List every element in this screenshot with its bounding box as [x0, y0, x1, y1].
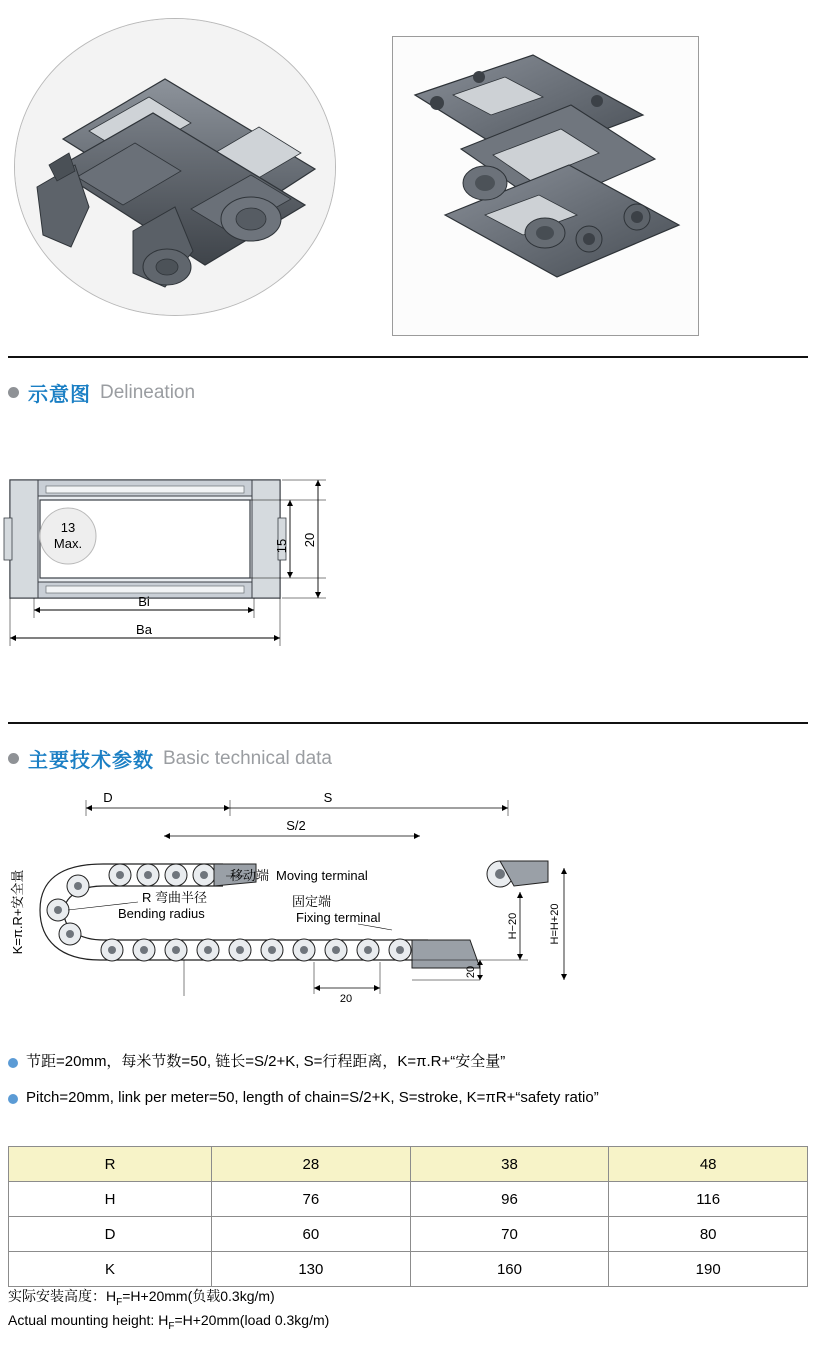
bending-radius-en: Bending radius	[118, 906, 205, 921]
table-row	[9, 1252, 808, 1287]
table-cell-value: 38	[410, 1147, 609, 1182]
photo-closeup-circle	[14, 18, 336, 316]
table-cell-value: 190	[609, 1252, 808, 1287]
table-cell-value: 160	[410, 1252, 609, 1287]
table-cell-value: 70	[410, 1217, 609, 1252]
table-cell-label: H	[9, 1182, 212, 1217]
k-formula-label: K=π.R+安全量	[10, 869, 25, 955]
table-row	[9, 1217, 808, 1252]
table-cell-label: K	[9, 1252, 212, 1287]
footnote-en-post: =H+20mm(load 0.3kg/m)	[174, 1312, 330, 1328]
table-cell-value: 96	[410, 1182, 609, 1217]
section-title-en: Delineation	[100, 381, 196, 403]
table-cell-label: R	[9, 1147, 212, 1182]
table-row	[9, 1182, 808, 1217]
note-text-en: Pitch=20mm, link per meter=50, length of chain=S/2+K, S=stroke, K=πR+“safety ratio”	[26, 1089, 599, 1106]
section-heading-delineation	[8, 378, 195, 407]
table-cell-value: 48	[609, 1147, 808, 1182]
chain-closeup-illustration	[15, 19, 335, 315]
fixing-terminal-en: Fixing terminal	[296, 910, 381, 925]
dim-outer-width: Ba	[136, 622, 152, 637]
bullet-icon	[8, 1058, 18, 1068]
note-text-cn: 节距=20mm，每米节数=50, 链长=S/2+K, S=行程距离，K=π.R+“安全量”	[26, 1053, 506, 1070]
moving-terminal-cn: 移动端	[230, 868, 270, 883]
dim-20-bottom: 20	[339, 993, 353, 1005]
section-heading-basic-data	[8, 744, 332, 773]
bending-radius-cn: R 弯曲半径	[142, 890, 208, 905]
ball-label-bottom: Max.	[53, 536, 83, 551]
dim-inner-width: Bi	[138, 594, 150, 609]
delineation-drawing	[0, 470, 400, 690]
dim-outer-height: 20	[302, 532, 317, 548]
dim-s-half: S/2	[286, 818, 306, 833]
dim-hf: H=H+20	[549, 903, 561, 945]
dim-h-minus-20: H−20	[507, 912, 519, 940]
product-photos	[0, 0, 820, 345]
table-cell-label: D	[9, 1217, 212, 1252]
table-cell-value: 60	[212, 1217, 411, 1252]
footnote-en	[8, 1310, 329, 1334]
table-cell-value: 28	[212, 1147, 411, 1182]
moving-terminal-en: Moving terminal	[276, 868, 368, 883]
footnote-cn-post: =H+20mm(负载0.3kg/m)	[122, 1288, 275, 1304]
note-cn	[8, 1052, 798, 1072]
bullet-icon	[8, 753, 19, 764]
table-cell-value: 76	[212, 1182, 411, 1217]
dim-inner-height: 15	[274, 538, 289, 554]
divider-basic-data	[8, 722, 808, 724]
table-row	[9, 1147, 808, 1182]
footnote-cn	[8, 1286, 275, 1310]
section-title-cn: 主要技术参数	[28, 750, 154, 772]
footnote-cn-pre: 实际安装高度：H	[8, 1288, 117, 1304]
section-title-en: Basic technical data	[163, 747, 332, 769]
table-cell-value: 116	[609, 1182, 808, 1217]
footnote-cn-sub: F	[116, 1296, 123, 1308]
footnote-en-pre: Actual mounting height: H	[8, 1312, 169, 1328]
dim-20-right: 20	[465, 965, 477, 979]
ball-label-top: 13	[60, 520, 76, 535]
chain-link-illustration	[393, 37, 698, 335]
technical-drawing	[8, 782, 608, 1042]
table-cell-value: 130	[212, 1252, 411, 1287]
note-en	[8, 1088, 798, 1108]
dim-d: D	[103, 790, 113, 805]
bullet-icon	[8, 1094, 18, 1104]
photo-full-link-box	[392, 36, 699, 336]
spec-table	[8, 1146, 808, 1287]
section-title-cn: 示意图	[28, 384, 91, 406]
table-cell-value: 80	[609, 1217, 808, 1252]
fixing-terminal-cn: 固定端	[292, 894, 332, 909]
divider-delineation	[8, 356, 808, 358]
footnote-en-sub: F	[168, 1320, 175, 1332]
bullet-icon	[8, 387, 19, 398]
dim-s: S	[323, 790, 333, 805]
